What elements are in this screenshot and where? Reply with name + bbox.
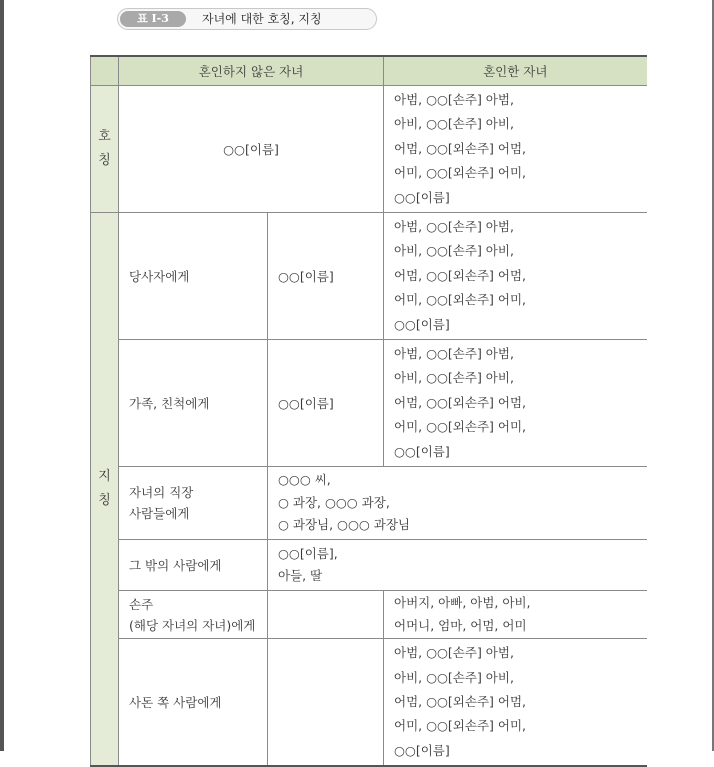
header-married: 혼인한 자녀 (384, 56, 647, 86)
unmarried-cell: ○○[이름] (268, 340, 384, 467)
header-unmarried: 혼인하지 않은 자녀 (119, 56, 384, 86)
reference-row (91, 467, 647, 540)
table-title: 자녀에 대한 호칭, 지칭 (202, 12, 322, 26)
row-label: 가족, 친척에게 (119, 340, 268, 467)
married-cell: 아범, ○○[손주] 아범, 아비, ○○[손주] 아비, 어멈, ○○[외손주] 어멈, 어미, ○○[외손주] 어미, ○○[이름] (384, 639, 647, 767)
row-label: 그 밖의 사람에게 (119, 540, 268, 591)
section-label-reference: 지 칭 (91, 213, 119, 767)
unmarried-cell (268, 591, 384, 639)
address-unmarried-cell: ○○[이름] (119, 86, 384, 213)
unmarried-cell (268, 639, 384, 767)
reference-row (91, 639, 647, 767)
combined-cell: ○○[이름], 아들, 딸 (268, 540, 647, 591)
table-caption (117, 8, 377, 30)
row-label: 자녀의 직장 사람들에게 (119, 467, 268, 540)
married-cell: 아버지, 아빠, 아범, 아비, 어머니, 엄마, 어멈, 어미 (384, 591, 647, 639)
section-label-address: 호 칭 (91, 86, 119, 213)
header-row (91, 56, 647, 86)
reference-row (91, 540, 647, 591)
table-number-badge: 표 I-3 (120, 11, 186, 27)
reference-row (91, 340, 647, 467)
address-row (91, 86, 647, 213)
header-corner (91, 56, 119, 86)
page-edge-left (0, 0, 4, 751)
address-married-cell: 아범, ○○[손주] 아범, 아비, ○○[손주] 아비, 어멈, ○○[외손주] 어멈, 어미, ○○[외손주] 어미, ○○[이름] (384, 86, 647, 213)
married-cell: 아범, ○○[손주] 아범, 아비, ○○[손주] 아비, 어멈, ○○[외손주] 어멈, 어미, ○○[외손주] 어미, ○○[이름] (384, 213, 647, 340)
honorifics-table (90, 55, 647, 767)
reference-row (91, 213, 647, 340)
married-cell: 아범, ○○[손주] 아범, 아비, ○○[손주] 아비, 어멈, ○○[외손주] 어멈, 어미, ○○[외손주] 어미, ○○[이름] (384, 340, 647, 467)
combined-cell: ○○○ 씨, ○ 과장, ○○○ 과장, ○ 과장님, ○○○ 과장님 (268, 467, 647, 540)
reference-row (91, 591, 647, 639)
row-label: 사돈 쪽 사람에게 (119, 639, 268, 767)
unmarried-cell: ○○[이름] (268, 213, 384, 340)
row-label: 손주 (해당 자녀의 자녀)에게 (119, 591, 268, 639)
row-label: 당사자에게 (119, 213, 268, 340)
